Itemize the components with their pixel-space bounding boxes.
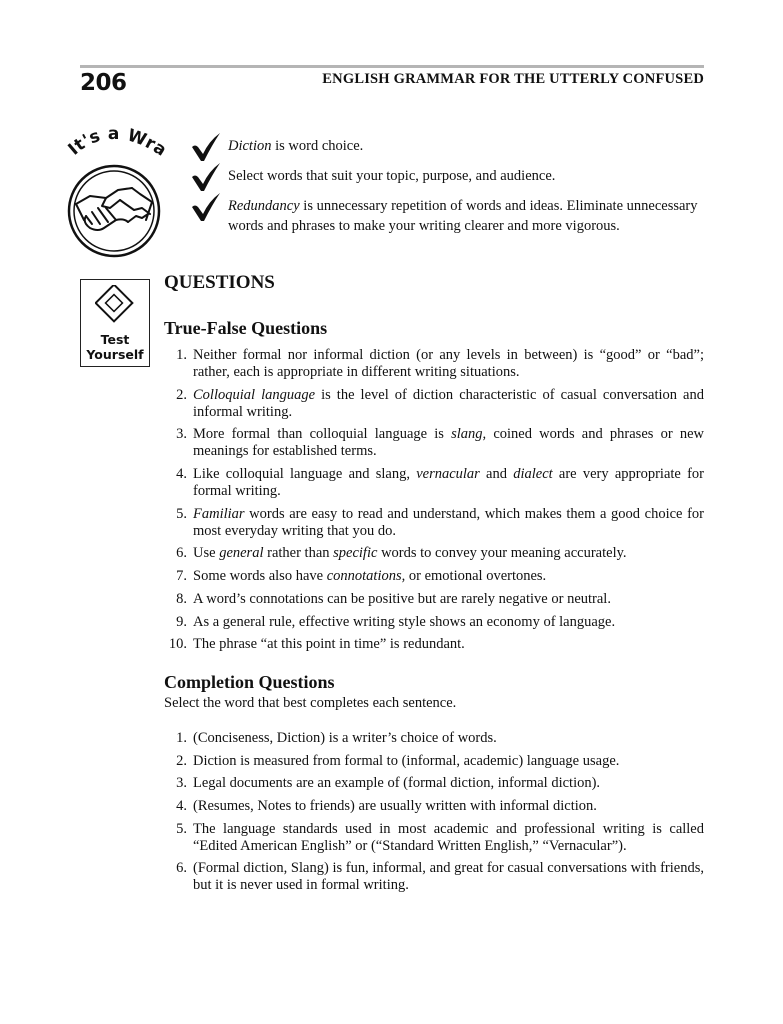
italic-term: Colloquial language [193,386,316,403]
book-title: ENGLISH GRAMMAR FOR THE UTTERLY CONFUSED [322,71,704,87]
completion-list [164,730,704,900]
true-false-heading: True-False Questions [164,318,328,338]
italic-term: Familiar [193,505,245,522]
italic-term: connotations, [326,568,406,585]
text-run: is word choice. [271,138,364,154]
text-run: Some words also have [193,568,327,585]
text-run: Legal documents are an example of (formal diction, informal diction). [193,775,601,792]
italic-term: specific [333,545,378,562]
question-number: 10. [168,636,187,653]
wrap-item-text [228,168,555,184]
question-number: 3. [176,775,187,792]
question-number: 3. [176,426,187,443]
true-false-question [164,545,704,562]
completion-question [164,730,704,747]
question-text [193,426,704,459]
text-run: (Conciseness, Diction) is a writer’s choice of words. [193,730,497,746]
wrap-badge-text: It's a Wr [64,124,159,160]
question-text [193,347,704,380]
italic-term: vernacular [416,466,480,483]
question-text [193,636,465,652]
page-number: 206 [80,70,127,96]
text-run: coined words and phrases or new meanings for established terms. [193,426,704,460]
question-number: 4. [176,466,187,483]
question-number: 7. [176,568,187,585]
question-text [193,591,611,607]
completion-question [164,860,704,894]
text-run: The phrase “at this point in time” is redundant. [193,636,465,653]
text-run: (Resumes, Notes to friends) are usually written with informal diction. [193,798,597,815]
question-number: 9. [176,613,187,630]
question-number: 5. [176,505,187,522]
text-run: or emotional overtones. [405,568,547,585]
true-false-question [164,636,704,653]
question-text [193,545,627,561]
true-false-question [164,568,704,585]
questions-heading: QUESTIONS [164,272,275,293]
wrap-list [190,136,706,246]
completion-question [164,775,704,792]
question-text [193,775,600,791]
completion-question [164,798,704,815]
question-number: 8. [176,590,187,607]
test-badge-line2: Yourself [86,347,144,362]
wrap-item [190,136,706,156]
question-number: 6. [176,545,187,562]
true-false-question [164,591,704,608]
question-text [193,466,704,499]
checkmark-icon [190,191,222,223]
italic-term: dialect [513,466,553,483]
question-text [193,860,704,893]
true-false-list [164,347,704,659]
text-run: Use [193,545,220,562]
completion-heading: Completion Questions [164,672,335,692]
question-number: 2. [176,752,187,769]
test-yourself-badge [80,279,150,367]
diamond-icon [95,285,135,331]
text-run: is unnecessary repetition of words and ideas. Eliminate unnecessary words and phrases to make your writing clearer and more vigorous. [228,198,698,234]
wrap-item-text [228,198,698,234]
true-false-question [164,466,704,500]
text-run: and [479,466,514,483]
question-text [193,730,497,746]
italic-term: general [219,545,264,562]
question-number: 4. [176,798,187,815]
question-text [193,568,546,584]
text-run: Diction is measured from formal to (informal, academic) language usage. [193,752,620,769]
question-text [193,387,704,420]
its-a-wrap-icon [62,124,168,258]
wrap-item [190,196,706,236]
wrap-item-text [228,138,363,154]
italic-term: Redundancy [228,198,300,214]
text-run: words are easy to read and understand, which makes them a good choice for most everyday writing that you do. [193,505,704,539]
question-text [193,506,704,539]
true-false-question [164,614,704,631]
text-run: are very appropriate for formal writing. [193,466,704,500]
text-run: Select words that suit your topic, purpose, and audience. [228,168,556,184]
completion-question [164,821,704,855]
question-number: 1. [176,730,187,746]
true-false-question [164,387,704,421]
italic-term: slang, [451,426,487,443]
question-number: 2. [176,386,187,403]
text-run: Like colloquial language and slang, [193,466,417,483]
checkmark-icon [190,131,222,163]
text-run: (Formal diction, Slang) is fun, informal, and great for casual conversations with friends, but it is never used in formal writing. [193,860,704,894]
text-run: Neither formal nor informal diction (or any levels in between) is “good” or “bad”; rather, each is appropriate in different writing situations. [193,347,704,380]
question-text [193,753,619,769]
text-run: rather than [263,545,334,562]
question-number: 1. [176,347,187,363]
true-false-question [164,506,704,540]
question-number: 6. [176,860,187,877]
question-text [193,821,704,854]
question-text [193,798,597,814]
italic-term: Diction [228,138,272,154]
text-run: The language standards used in most academic and professional writing is called “Edited American English” or (“Standard Written English,” “Vernacular”). [193,820,704,854]
test-badge-line1: Test [100,332,130,347]
question-number: 5. [176,820,187,837]
question-text [193,614,615,630]
text-run: is the level of diction characteristic of casual conversation and informal writing. [193,386,704,420]
checkmark-icon [190,161,222,193]
completion-instructions: Select the word that best completes each sentence. [164,695,457,711]
text-run: As a general rule, effective writing style shows an economy of language. [193,613,616,630]
header-rule [80,65,704,68]
svg-text:It's a Wrap [62,124,168,161]
text-run: words to convey your meaning accurately. [377,545,627,562]
true-false-question [164,426,704,460]
text-run: A word’s connotations can be positive but are rarely negative or neutral. [193,590,611,607]
completion-question [164,753,704,770]
wrap-item [190,166,706,186]
text-run: More formal than colloquial language is [193,426,452,443]
true-false-question [164,347,704,381]
